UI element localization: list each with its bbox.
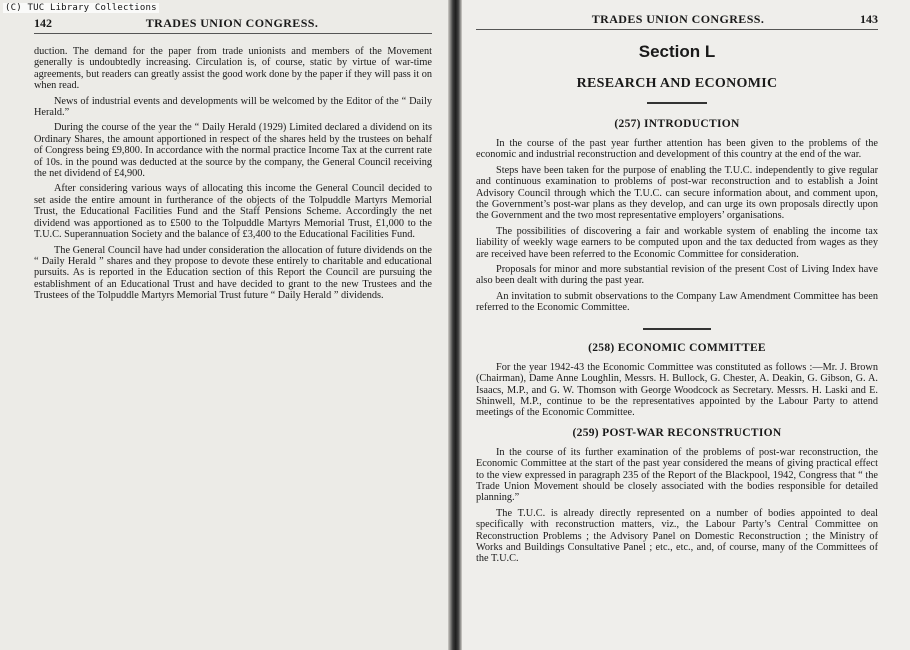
left-running-title: TRADES UNION CONGRESS. bbox=[145, 16, 319, 30]
section-heading: (258) ECONOMIC COMMITTEE bbox=[588, 341, 766, 354]
right-page bbox=[462, 0, 910, 650]
heading-rule bbox=[647, 102, 707, 104]
main-heading: RESEARCH AND ECONOMIC bbox=[576, 76, 778, 91]
book-gutter bbox=[448, 0, 462, 650]
left-paragraph: After considering various ways of allocating this income the General Council decided to set aside the entire amount in furtherance of the objects of the Tolpuddle Martyrs Memorial Trust, the Educational Facilities Fund and the Staff Pensions Scheme. Accordingly the net dividend was apportioned as to £500 to the Tolpuddle Martyrs Memorial Trust, £1,000 to the T.U.C. Superannuation Society and the balance of £3,400 to the Educational Facilities Fund. bbox=[34, 183, 432, 241]
right-page-number: 143 bbox=[860, 12, 878, 26]
right-paragraph: In the course of its further examination of the problems of post-war reconstruction, the Economic Committee at the start of the past year considered the means of giving practical effect to the view expressed in paragraph 235 of the Report of the Blackpool, 1942, Congress that “ the Trade Union Movement should be closely associated with the bodies responsible for detailed planning.” bbox=[476, 446, 878, 504]
section-title: Section L bbox=[638, 42, 716, 61]
section-heading: (259) POST-WAR RECONSTRUCTION bbox=[572, 426, 782, 439]
right-paragraph: In the course of the past year further attention has been given to the problems of the economic and industrial reconstruction and development of this country at the end of the war. bbox=[476, 138, 878, 161]
section-heading: (257) INTRODUCTION bbox=[614, 118, 740, 130]
right-paragraph: The possibilities of discovering a fair and workable system of enabling the income tax liability of weekly wage earners to be computed upon and the tax deducted from wages as they are received have been referred to the Economic Committee for consideration. bbox=[476, 225, 878, 260]
left-paragraph: News of industrial events and developments will be welcomed by the Editor of the “ Daily Herald.” bbox=[34, 95, 432, 119]
right-paragraph: Proposals for minor and more substantial revision of the present Cost of Living Index have also been dealt with during the past year. bbox=[476, 264, 878, 287]
left-page-number: 142 bbox=[34, 16, 52, 30]
right-paragraph: The T.U.C. is already directly represented on a number of bodies appointed to deal specifically with reconstruction matters, viz., the Labour Party’s Central Committee on Reconstruction Problems ; the Advisory Panel on Domestic Reconstruction ; the Ministry of Works and Buildings Consultative Panel ; etc., etc., and, of course, many of the Committees of the T.U.C. bbox=[476, 507, 878, 565]
left-paragraph: During the course of the year the “ Daily Herald (1929) Limited declared a dividend on its Ordinary Shares, the amount apportioned in respect of the shares held by the trustees on behalf of Congress being £9,800. In accordance with the normal practice Income Tax at the current rate of 10s. in the pound was deducted at the source by the company, the General Council receiving the net dividend of £4,900. bbox=[34, 122, 432, 180]
copyright-watermark: (C) TUC Library Collections bbox=[5, 3, 157, 13]
right-running-head bbox=[476, 12, 878, 30]
right-paragraph: For the year 1942-43 the Economic Committee was constituted as follows :—Mr. J. Brown (Chairman), Dame Anne Loughlin, Messrs. H. Bullock, G. Chester, A. Deakin, G. Gibson, G. A. Isaacs, M.P., and G. W. Thomson with George Woodcock as Secretary. Messrs. H. Laski and E. Shinwell, M.P., continue to be the representatives appointed by the Labour Party to attend meetings of the Economic Committee. bbox=[476, 361, 878, 419]
right-running-title: TRADES UNION CONGRESS. bbox=[591, 12, 765, 26]
section-rule bbox=[643, 328, 711, 330]
left-page bbox=[0, 0, 448, 650]
left-running-head bbox=[34, 16, 432, 34]
right-paragraph: An invitation to submit observations to the Company Law Amendment Committee has been referred to the Economic Committee. bbox=[476, 290, 878, 314]
right-paragraph: Steps have been taken for the purpose of enabling the T.U.C. independently to give regular and continuous examination to problems of post-war reconstruction and to establish a Joint Advisory Council through which the T.U.C. can secure information about, and comment upon, the Government’s post-war plans as they develop, and can urge its own proposals directly upon the Government and the two most representative employers’ organisations. bbox=[476, 164, 878, 222]
left-paragraph: The General Council have had under consideration the allocation of future dividends on the “ Daily Herald ” shares and they propose to devote these entirely to charitable and educational pursuits. As is reported in the Education section of this Report the Council are pursuing the establishment of an Educational Trust and have decided to grant to the new Trustees and the Trustees of the Tolpuddle Martyrs Memorial Trust future “ Daily Herald ” dividends. bbox=[34, 244, 432, 302]
left-paragraph: duction. The demand for the paper from trade unionists and members of the Movement generally is undoubtedly increasing. Circulation is, of course, static by virtue of war-time agreements, but readers can greatly assist the good work done by the paper if they will pass it on when read. bbox=[34, 46, 432, 92]
